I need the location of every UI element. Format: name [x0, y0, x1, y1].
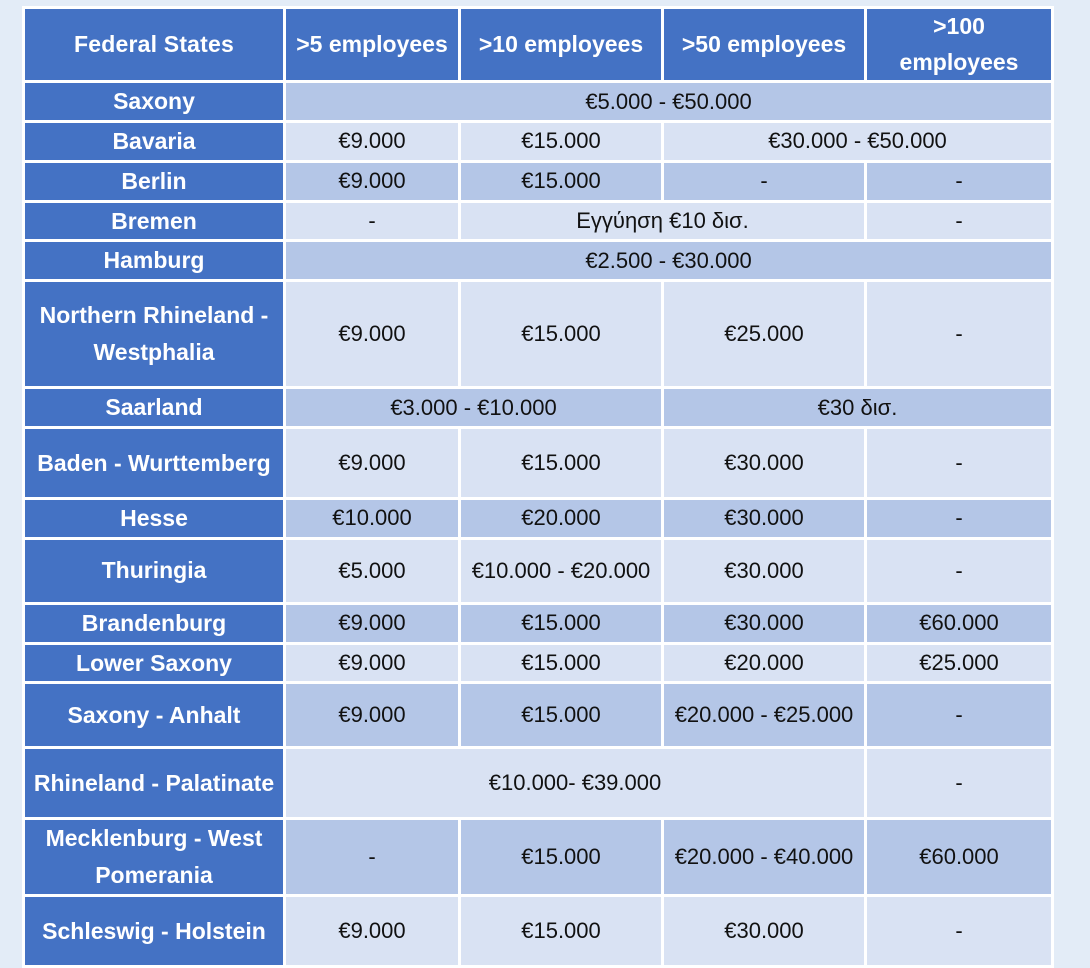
state-cell: Rhineland - Palatinate	[25, 749, 283, 817]
value-cell: -	[286, 203, 458, 240]
value-cell: €5.000 - €50.000	[286, 83, 1051, 120]
value-cell: €20.000 - €40.000	[664, 820, 864, 894]
value-cell: -	[867, 684, 1051, 746]
header-gt100: >100 employees	[867, 9, 1051, 80]
value-cell: €20.000 - €25.000	[664, 684, 864, 746]
value-cell: €30 δισ.	[664, 389, 1051, 426]
state-cell: Bremen	[25, 203, 283, 240]
state-cell: Lower Saxony	[25, 645, 283, 682]
state-cell: Bavaria	[25, 123, 283, 160]
table-row	[25, 83, 1051, 120]
value-cell: €15.000	[461, 897, 661, 965]
value-cell: €9.000	[286, 163, 458, 200]
value-cell: €5.000	[286, 540, 458, 602]
header-gt5: >5 employees	[286, 9, 458, 80]
table-row	[25, 123, 1051, 160]
value-cell: €3.000 - €10.000	[286, 389, 661, 426]
header-row	[25, 9, 1051, 80]
value-cell: €10.000	[286, 500, 458, 537]
state-cell: Saxony - Anhalt	[25, 684, 283, 746]
value-cell: €15.000	[461, 645, 661, 682]
value-cell: -	[867, 282, 1051, 386]
table-row	[25, 203, 1051, 240]
state-cell: Hesse	[25, 500, 283, 537]
table-row	[25, 645, 1051, 682]
value-cell: €15.000	[461, 429, 661, 497]
value-cell: €15.000	[461, 820, 661, 894]
value-cell: €9.000	[286, 684, 458, 746]
value-cell: €20.000	[461, 500, 661, 537]
table-row	[25, 282, 1051, 386]
state-cell: Saarland	[25, 389, 283, 426]
value-cell: €60.000	[867, 605, 1051, 642]
state-cell: Mecklenburg - West Pomerania	[25, 820, 283, 894]
table-row	[25, 684, 1051, 746]
state-cell: Brandenburg	[25, 605, 283, 642]
value-cell: -	[867, 203, 1051, 240]
value-cell: -	[867, 749, 1051, 817]
value-cell: €20.000	[664, 645, 864, 682]
table-row	[25, 605, 1051, 642]
value-cell: €30.000	[664, 429, 864, 497]
value-cell: €15.000	[461, 163, 661, 200]
state-cell: Saxony	[25, 83, 283, 120]
value-cell: €9.000	[286, 429, 458, 497]
value-cell: €30.000	[664, 897, 864, 965]
table-row	[25, 163, 1051, 200]
table-row	[25, 540, 1051, 602]
table-row	[25, 820, 1051, 894]
value-cell: €10.000- €39.000	[286, 749, 864, 817]
table-row	[25, 897, 1051, 965]
value-cell: Εγγύηση €10 δισ.	[461, 203, 864, 240]
value-cell: €25.000	[867, 645, 1051, 682]
value-cell: €30.000	[664, 605, 864, 642]
value-cell: -	[867, 429, 1051, 497]
state-cell: Baden - Wurttemberg	[25, 429, 283, 497]
header-gt50: >50 employees	[664, 9, 864, 80]
state-cell: Northern Rhineland - Westphalia	[25, 282, 283, 386]
table-row	[25, 500, 1051, 537]
value-cell: €9.000	[286, 897, 458, 965]
header-federal-states: Federal States	[25, 9, 283, 80]
table-row	[25, 242, 1051, 279]
value-cell: €9.000	[286, 282, 458, 386]
value-cell: €30.000 - €50.000	[664, 123, 1051, 160]
value-cell: €15.000	[461, 605, 661, 642]
table-row	[25, 429, 1051, 497]
value-cell: €15.000	[461, 282, 661, 386]
value-cell: -	[867, 897, 1051, 965]
value-cell: €15.000	[461, 684, 661, 746]
value-cell: -	[867, 500, 1051, 537]
value-cell: -	[867, 540, 1051, 602]
funding-table	[22, 6, 1054, 968]
value-cell: €9.000	[286, 123, 458, 160]
value-cell: €9.000	[286, 605, 458, 642]
table-row	[25, 749, 1051, 817]
value-cell: €10.000 - €20.000	[461, 540, 661, 602]
state-cell: Schleswig - Holstein	[25, 897, 283, 965]
value-cell: -	[664, 163, 864, 200]
funding-table-container	[22, 6, 1054, 968]
value-cell: €25.000	[664, 282, 864, 386]
value-cell: €30.000	[664, 540, 864, 602]
value-cell: €15.000	[461, 123, 661, 160]
state-cell: Hamburg	[25, 242, 283, 279]
value-cell: -	[867, 163, 1051, 200]
table-row	[25, 389, 1051, 426]
value-cell: €60.000	[867, 820, 1051, 894]
state-cell: Thuringia	[25, 540, 283, 602]
value-cell: €2.500 - €30.000	[286, 242, 1051, 279]
value-cell: -	[286, 820, 458, 894]
state-cell: Berlin	[25, 163, 283, 200]
value-cell: €9.000	[286, 645, 458, 682]
value-cell: €30.000	[664, 500, 864, 537]
header-gt10: >10 employees	[461, 9, 661, 80]
